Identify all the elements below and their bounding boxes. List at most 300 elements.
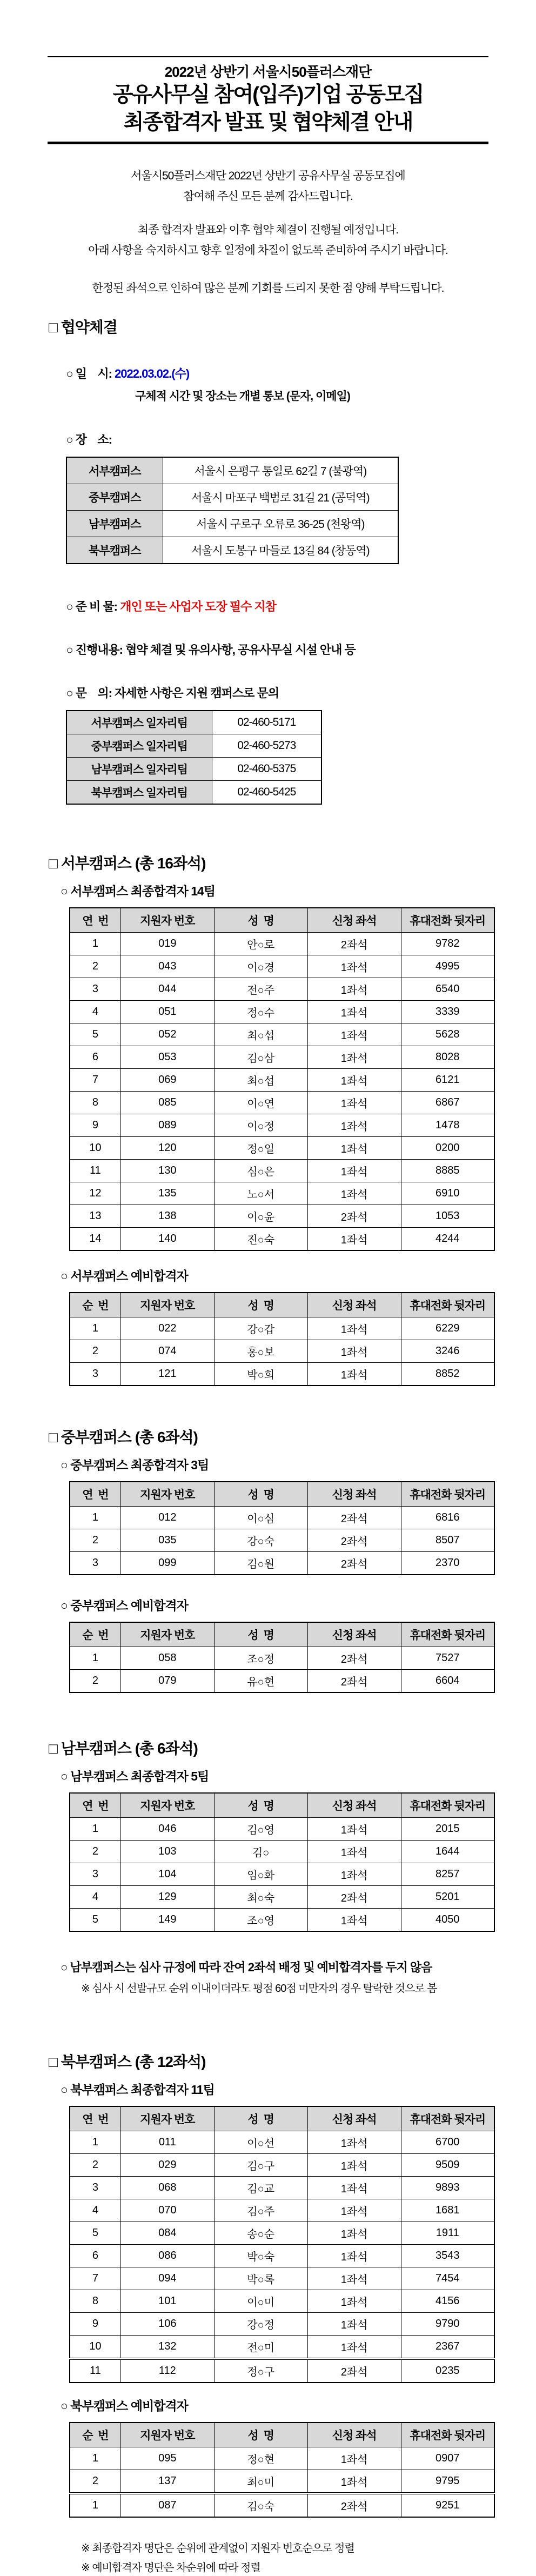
central-reserve-table (69, 1622, 495, 1693)
table-row (70, 2154, 494, 2177)
agreement-prep-item (61, 583, 536, 615)
table-cell: 086 (120, 2245, 214, 2267)
table-cell: 1 (70, 2447, 120, 2470)
agreement-inquiry-item (61, 669, 536, 701)
intro-paragraphs (0, 166, 536, 299)
table-cell: 035 (120, 1529, 214, 1552)
table-cell: 085 (120, 1092, 214, 1114)
table-cell: 2 (70, 955, 120, 978)
table-row (70, 2470, 494, 2494)
col-header-phone: 휴대전화 뒷자리 (401, 908, 494, 933)
table-cell: 9 (70, 1114, 120, 1137)
table-cell: 김○원 (214, 1552, 307, 1575)
col-header-applicant-no: 지원자 번호 (120, 2106, 214, 2131)
table-cell: 2 (70, 1670, 120, 1693)
table-cell: 2 (70, 1340, 120, 1363)
table-row (66, 711, 321, 734)
table-cell: 7454 (401, 2267, 494, 2290)
table-row (70, 1529, 494, 1552)
table-row (66, 484, 398, 511)
table-cell: 1좌석 (307, 1137, 401, 1160)
table-cell: 011 (120, 2131, 214, 2154)
table-cell: 1좌석 (307, 1114, 401, 1137)
table-cell: 9782 (401, 933, 494, 955)
table-cell: 019 (120, 933, 214, 955)
table-cell: 박○록 (214, 2267, 307, 2290)
table-row (70, 2313, 494, 2336)
table-cell: 4995 (401, 955, 494, 978)
table-cell: 112 (120, 2359, 214, 2383)
table-cell: 1053 (401, 1205, 494, 1228)
table-cell: 6604 (401, 1670, 494, 1693)
north-reserve-table (69, 2422, 495, 2518)
col-header-number: 순 번 (70, 2423, 120, 2447)
table-cell: 106 (120, 2313, 214, 2336)
table-cell: 2367 (401, 2336, 494, 2359)
table-cell: 1 (70, 2131, 120, 2154)
table-row (70, 2177, 494, 2199)
table-row (70, 1092, 494, 1114)
col-header-name: 성 명 (214, 2423, 307, 2447)
table-cell: 099 (120, 1552, 214, 1575)
table-cell: 3339 (401, 1001, 494, 1023)
section-title-north-campus: □ 북부캠퍼스 (총 12좌석) (49, 2053, 206, 2070)
table-cell: 1좌석 (307, 1841, 401, 1863)
prep-value: 개인 또는 사업자 도장 필수 지참 (120, 600, 276, 613)
col-header-number: 연 번 (70, 908, 120, 933)
table-cell: 2좌석 (307, 2493, 401, 2517)
place-label: ○ 장 소: (66, 433, 112, 446)
table-cell: 2좌석 (307, 1507, 401, 1529)
table-cell: 2 (70, 1841, 120, 1863)
col-header-applicant-no: 지원자 번호 (120, 2423, 214, 2447)
table-cell: 1좌석 (307, 1340, 401, 1363)
table-row (70, 1182, 494, 1205)
table-cell: 박○희 (214, 1363, 307, 1386)
table-cell: 김○구 (214, 2154, 307, 2177)
col-header-applicant-no: 지원자 번호 (120, 1482, 214, 1507)
prep-label: ○ 준 비 물: (66, 600, 120, 613)
table-cell: 정○수 (214, 1001, 307, 1023)
col-header-seats: 신청 좌석 (307, 1793, 401, 1818)
table-cell: 129 (120, 1886, 214, 1909)
intro-line: 서울시50플러스재단 2022년 상반기 공유사무실 공동모집에 (131, 170, 405, 182)
table-cell: 홍○보 (214, 1340, 307, 1363)
table-row (70, 2131, 494, 2154)
table-cell: 6 (70, 2245, 120, 2267)
table-header-row (70, 2106, 494, 2131)
table-cell: 6910 (401, 1182, 494, 1205)
table-row (70, 2267, 494, 2290)
table-cell: 1좌석 (307, 2267, 401, 2290)
table-row (70, 1205, 494, 1228)
agreement-place-item (61, 416, 536, 448)
table-row (70, 1069, 494, 1092)
table-cell: 2좌석 (307, 1529, 401, 1552)
south-score-rule-note: ※ 심사 시 선발규모 순위 이내이더라도 평점 60점 미만자의 경우 탈락한 것으로 봄 (81, 1983, 437, 1995)
table-cell: 이○선 (214, 2131, 307, 2154)
date-value: 2022.03.02.(수) (115, 367, 190, 380)
table-row (70, 2245, 494, 2267)
col-header-name: 성 명 (214, 1482, 307, 1507)
south-final-table (69, 1792, 495, 1932)
section-title-west-campus: □ 서부캠퍼스 (총 16좌석) (49, 855, 206, 872)
table-cell: 1좌석 (307, 2336, 401, 2359)
col-header-seats: 신청 좌석 (307, 2106, 401, 2131)
section-title-central-campus: □ 중부캠퍼스 (총 6좌석) (49, 1429, 198, 1446)
title-organization: 2022년 상반기 서울시50플러스재단 (164, 64, 372, 80)
table-cell: 2 (70, 2154, 120, 2177)
col-header-applicant-no: 지원자 번호 (120, 1622, 214, 1647)
table-cell: 121 (120, 1363, 214, 1386)
table-cell: 김○교 (214, 2177, 307, 2199)
table-cell: 박○숙 (214, 2245, 307, 2267)
contact-phone-table (66, 710, 322, 805)
col-header-number: 연 번 (70, 2106, 120, 2131)
north-reserve-title: ○ 북부캠퍼스 예비합격자 (61, 2399, 188, 2413)
table-cell: 1644 (401, 1841, 494, 1863)
table-cell: 069 (120, 1069, 214, 1092)
table-row (66, 734, 321, 758)
intro-line: 최종 합격자 발표와 이후 협약 체결이 진행될 예정입니다. (137, 224, 399, 236)
table-cell: 남부캠퍼스 (66, 511, 163, 537)
table-cell: 0200 (401, 1137, 494, 1160)
table-cell: 6700 (401, 2131, 494, 2154)
table-cell: 8507 (401, 1529, 494, 1552)
table-cell: 3543 (401, 2245, 494, 2267)
table-header-row (70, 1482, 494, 1507)
table-cell: 유○현 (214, 1670, 307, 1693)
table-cell: 1좌석 (307, 1001, 401, 1023)
table-cell: 4244 (401, 1228, 494, 1251)
contents-label: ○ 진행내용: (66, 643, 126, 657)
table-row (70, 1670, 494, 1693)
south-final-title: ○ 남부캠퍼스 최종합격자 5팀 (61, 1769, 209, 1783)
table-cell: 1좌석 (307, 2177, 401, 2199)
table-row (70, 1909, 494, 1932)
table-cell: 012 (120, 1507, 214, 1529)
col-header-name: 성 명 (214, 1293, 307, 1317)
table-cell: 8257 (401, 1863, 494, 1886)
table-cell: 5 (70, 1909, 120, 1932)
table-cell: 서울시 도봉구 마들로 13길 84 (창동역) (163, 537, 398, 564)
table-cell: 최○섭 (214, 1023, 307, 1046)
title-underline-rule (48, 142, 488, 144)
table-cell: 북부캠퍼스 (66, 537, 163, 564)
table-cell: 9893 (401, 2177, 494, 2199)
table-cell: 임○화 (214, 1863, 307, 1886)
table-cell: 2 (70, 1529, 120, 1552)
table-row (70, 955, 494, 978)
table-row (70, 1818, 494, 1841)
table-cell: 조○영 (214, 1909, 307, 1932)
table-cell: 6540 (401, 978, 494, 1001)
footer-note-sort-final: ※ 최종합격자 명단은 순위에 관계없이 지원자 번호순으로 정렬 (81, 2542, 354, 2554)
table-cell: 강○정 (214, 2313, 307, 2336)
table-cell: 최○미 (214, 2470, 307, 2494)
table-cell: 2좌석 (307, 2359, 401, 2383)
table-cell: 진○숙 (214, 1228, 307, 1251)
col-header-phone: 휴대전화 뒷자리 (401, 1793, 494, 1818)
table-cell: 중부캠퍼스 (66, 484, 163, 511)
table-cell: 052 (120, 1023, 214, 1046)
table-cell: 10 (70, 2336, 120, 2359)
table-cell: 8 (70, 1092, 120, 1114)
south-no-reserve-note: ○ 남부캠퍼스는 심사 규정에 따라 잔여 2좌석 배정 및 예비합격자를 두지 않음 (61, 1961, 432, 1974)
table-cell: 안○로 (214, 933, 307, 955)
table-row (70, 933, 494, 955)
inquiry-label: ○ 문 의: (66, 686, 115, 700)
table-cell: 이○심 (214, 1507, 307, 1529)
table-cell: 송○순 (214, 2222, 307, 2245)
table-cell: 9509 (401, 2154, 494, 2177)
table-cell: 5 (70, 1023, 120, 1046)
table-cell: 130 (120, 1160, 214, 1182)
table-cell: 이○정 (214, 1114, 307, 1137)
table-cell: 1 (70, 933, 120, 955)
location-table (66, 457, 399, 564)
table-cell: 정○일 (214, 1137, 307, 1160)
table-cell: 1좌석 (307, 2470, 401, 2494)
table-cell: 8 (70, 2290, 120, 2313)
table-cell: 8852 (401, 1363, 494, 1386)
table-row (66, 457, 398, 484)
table-cell: 14 (70, 1228, 120, 1251)
table-cell: 9251 (401, 2493, 494, 2517)
table-cell: 1 (70, 2493, 120, 2517)
table-cell: 9795 (401, 2470, 494, 2494)
table-cell: 8885 (401, 1160, 494, 1182)
table-cell: 1좌석 (307, 1182, 401, 1205)
col-header-seats: 신청 좌석 (307, 908, 401, 933)
table-cell: 02-460-5171 (212, 711, 321, 734)
col-header-phone: 휴대전화 뒷자리 (401, 1622, 494, 1647)
table-cell: 089 (120, 1114, 214, 1137)
col-header-applicant-no: 지원자 번호 (120, 1793, 214, 1818)
table-cell: 1좌석 (307, 1818, 401, 1841)
table-cell: 051 (120, 1001, 214, 1023)
table-row (70, 1046, 494, 1069)
table-row (70, 1841, 494, 1863)
table-cell: 029 (120, 2154, 214, 2177)
table-row (70, 1647, 494, 1670)
table-cell: 1좌석 (307, 2131, 401, 2154)
table-row (66, 758, 321, 781)
table-cell: 7 (70, 1069, 120, 1092)
table-cell: 084 (120, 2222, 214, 2245)
col-header-applicant-no: 지원자 번호 (120, 1293, 214, 1317)
col-header-phone: 휴대전화 뒷자리 (401, 2423, 494, 2447)
west-final-table (69, 907, 495, 1251)
table-cell: 서부캠퍼스 일자리팀 (66, 711, 212, 734)
table-cell: 7527 (401, 1647, 494, 1670)
col-header-applicant-no: 지원자 번호 (120, 908, 214, 933)
table-row (70, 978, 494, 1001)
table-cell: 2좌석 (307, 1670, 401, 1693)
table-row (70, 1137, 494, 1160)
table-cell: 132 (120, 2336, 214, 2359)
table-cell: 조○정 (214, 1647, 307, 1670)
intro-line: 한정된 좌석으로 인하여 많은 분께 기회를 드리지 못한 점 양해 부탁드립니다. (92, 282, 444, 295)
table-row (70, 2222, 494, 2245)
table-row (70, 1863, 494, 1886)
table-cell: 140 (120, 1228, 214, 1251)
west-final-title: ○ 서부캠퍼스 최종합격자 14팀 (61, 884, 216, 898)
table-cell: 북부캠퍼스 일자리팀 (66, 781, 212, 805)
col-header-name: 성 명 (214, 1793, 307, 1818)
table-cell: 1좌석 (307, 1909, 401, 1932)
table-cell: 02-460-5273 (212, 734, 321, 758)
table-cell: 11 (70, 2359, 120, 2383)
table-cell: 12 (70, 1182, 120, 1205)
table-cell: 전○주 (214, 978, 307, 1001)
table-row (70, 1552, 494, 1575)
table-cell: 4 (70, 2199, 120, 2222)
col-header-seats: 신청 좌석 (307, 2423, 401, 2447)
table-cell: 1좌석 (307, 2313, 401, 2336)
table-row (70, 2493, 494, 2517)
table-cell: 1좌석 (307, 2290, 401, 2313)
table-cell: 서울시 구로구 오류로 36-25 (천왕역) (163, 511, 398, 537)
section-title-agreement: □ 협약체결 (49, 319, 117, 336)
table-row (70, 1363, 494, 1386)
table-cell: 103 (120, 1841, 214, 1863)
table-cell: 0235 (401, 2359, 494, 2383)
table-row (66, 781, 321, 805)
table-cell: 서부캠퍼스 (66, 457, 163, 484)
table-cell: 02-460-5425 (212, 781, 321, 805)
central-reserve-title: ○ 중부캠퍼스 예비합격자 (61, 1598, 188, 1612)
table-cell: 1좌석 (307, 1092, 401, 1114)
table-cell: 2좌석 (307, 933, 401, 955)
table-cell: 046 (120, 1818, 214, 1841)
table-cell: 최○숙 (214, 1886, 307, 1909)
table-cell: 김○ (214, 1841, 307, 1863)
footer-notes (81, 2540, 536, 2576)
table-cell: 1 (70, 1818, 120, 1841)
table-cell: 101 (120, 2290, 214, 2313)
footer-note-sort-reserve: ※ 예비합격자 명단은 차순위에 따라 정렬 (81, 2562, 260, 2574)
table-cell: 1 (70, 1647, 120, 1670)
table-cell: 강○숙 (214, 1529, 307, 1552)
col-header-name: 성 명 (214, 1622, 307, 1647)
table-cell: 전○미 (214, 2336, 307, 2359)
table-cell: 6 (70, 1046, 120, 1069)
table-cell: 1좌석 (307, 2154, 401, 2177)
table-header-row (70, 1622, 494, 1647)
table-cell: 3246 (401, 1340, 494, 1363)
table-cell: 4050 (401, 1909, 494, 1932)
table-cell: 3 (70, 2177, 120, 2199)
table-row (70, 1001, 494, 1023)
table-row (70, 1160, 494, 1182)
table-cell: 058 (120, 1647, 214, 1670)
table-row (70, 1114, 494, 1137)
table-cell: 1911 (401, 2222, 494, 2245)
table-cell: 138 (120, 1205, 214, 1228)
table-cell: 9790 (401, 2313, 494, 2336)
document-title (0, 63, 536, 136)
table-cell: 2좌석 (307, 1552, 401, 1575)
title-announcement: 최종합격자 발표 및 협약체결 안내 (123, 111, 413, 134)
table-cell: 120 (120, 1137, 214, 1160)
table-cell: 1좌석 (307, 1069, 401, 1092)
table-cell: 1좌석 (307, 2447, 401, 2470)
table-cell: 3 (70, 1863, 120, 1886)
central-final-table (69, 1481, 495, 1575)
section-title-south-campus: □ 남부캠퍼스 (총 6좌석) (49, 1740, 198, 1757)
north-final-table (69, 2106, 495, 2383)
inquiry-value: 자세한 사항은 지원 캠퍼스로 문의 (115, 686, 279, 700)
contents-value: 협약 체결 및 유의사항, 공유사무실 시설 안내 등 (125, 643, 356, 657)
announcement-document (0, 56, 536, 2574)
table-cell: 5628 (401, 1023, 494, 1046)
table-cell: 9 (70, 2313, 120, 2336)
table-row (70, 2336, 494, 2359)
table-cell: 강○갑 (214, 1317, 307, 1340)
table-cell: 이○미 (214, 2290, 307, 2313)
table-header-row (70, 1293, 494, 1317)
table-cell: 053 (120, 1046, 214, 1069)
col-header-number: 순 번 (70, 1622, 120, 1647)
table-cell: 2015 (401, 1818, 494, 1841)
agreement-date-item (61, 350, 536, 382)
table-cell: 1좌석 (307, 1228, 401, 1251)
table-cell: 087 (120, 2493, 214, 2517)
table-row (70, 2359, 494, 2383)
table-cell: 이○연 (214, 1092, 307, 1114)
table-cell: 서울시 마포구 백범로 31길 21 (공덕역) (163, 484, 398, 511)
table-cell: 1좌석 (307, 2222, 401, 2245)
col-header-seats: 신청 좌석 (307, 1293, 401, 1317)
table-cell: 6816 (401, 1507, 494, 1529)
col-header-seats: 신청 좌석 (307, 1622, 401, 1647)
col-header-name: 성 명 (214, 2106, 307, 2131)
table-cell: 2좌석 (307, 1205, 401, 1228)
agreement-contents-item (61, 626, 536, 658)
table-cell: 4 (70, 1886, 120, 1909)
table-cell: 3 (70, 1552, 120, 1575)
table-cell: 6867 (401, 1092, 494, 1114)
col-header-phone: 휴대전화 뒷자리 (401, 1293, 494, 1317)
table-cell: 이○윤 (214, 1205, 307, 1228)
table-cell: 1681 (401, 2199, 494, 2222)
table-cell: 1좌석 (307, 2245, 401, 2267)
col-header-seats: 신청 좌석 (307, 1482, 401, 1507)
table-cell: 1 (70, 1507, 120, 1529)
table-cell: 2370 (401, 1552, 494, 1575)
table-cell: 김○숙 (214, 2493, 307, 2517)
table-cell: 김○삼 (214, 1046, 307, 1069)
table-cell: 149 (120, 1909, 214, 1932)
table-header-row (70, 2423, 494, 2447)
table-cell: 02-460-5375 (212, 758, 321, 781)
table-cell: 043 (120, 955, 214, 978)
table-row (70, 1886, 494, 1909)
table-cell: 8028 (401, 1046, 494, 1069)
table-row (70, 2290, 494, 2313)
table-cell: 서울시 은평구 통일로 62길 7 (불광역) (163, 457, 398, 484)
table-cell: 1좌석 (307, 1023, 401, 1046)
table-cell: 094 (120, 2267, 214, 2290)
table-cell: 10 (70, 1137, 120, 1160)
table-cell: 095 (120, 2447, 214, 2470)
date-label: ○ 일 시: (66, 367, 115, 380)
table-cell: 심○은 (214, 1160, 307, 1182)
table-cell: 0907 (401, 2447, 494, 2470)
table-cell: 3 (70, 978, 120, 1001)
col-header-phone: 휴대전화 뒷자리 (401, 2106, 494, 2131)
